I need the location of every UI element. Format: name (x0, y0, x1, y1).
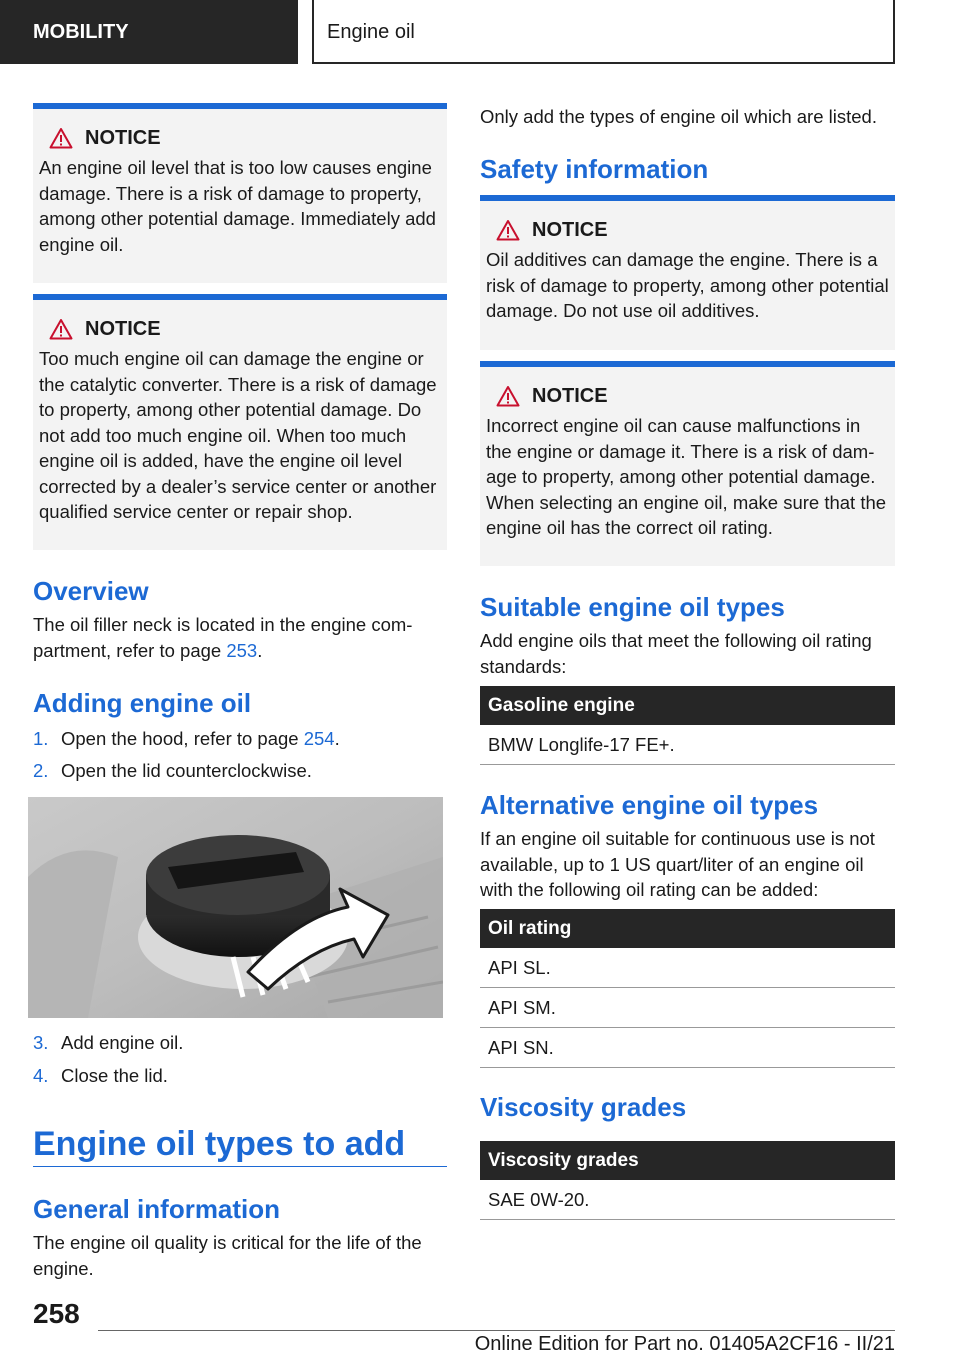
table-row: SAE 0W-20. (480, 1180, 895, 1220)
notice-text: Incorrect engine oil can cause malfunctions in the engine or damage it. There is a risk of damage to property, among other potential damage. When selecting an engine oil, make sure that the engine oil has the correct oil rating. (486, 415, 887, 538)
table-header: Oil rating (480, 909, 895, 948)
list-item: 3. Add engine oil. (33, 1032, 184, 1053)
warning-triangle-icon (496, 219, 520, 241)
suitable-text: Add engine oils that meet the following oil rating standards: (480, 630, 872, 677)
notice-label: NOTICE (85, 126, 161, 149)
intro-text: Only add the types of engine oil which are listed. (480, 106, 877, 127)
table-header: Viscosity grades (480, 1141, 895, 1180)
list-item: 2. Open the lid counterclockwise. (33, 760, 312, 781)
safety-heading: Safety information (480, 154, 709, 184)
list-item: 4. Close the lid. (33, 1065, 168, 1086)
general-heading: General information (33, 1194, 281, 1224)
table-row: API SL. (480, 948, 895, 988)
section-heading: Engine oil types to add (33, 1125, 406, 1163)
list-item: 1. Open the hood, refer to page 254. (33, 728, 340, 749)
notice-box (33, 294, 447, 550)
section-tab: MOBILITY (0, 0, 298, 64)
heading-rule (33, 1166, 447, 1167)
general-text: The engine oil quality is critical for the life of the engine. (33, 1232, 422, 1279)
notice-box (480, 195, 895, 350)
page-number: 258 (33, 1298, 80, 1329)
notice-box (480, 361, 895, 566)
page-header (0, 0, 960, 66)
warning-triangle-icon (49, 127, 73, 149)
suitable-heading: Suitable engine oil types (480, 592, 785, 622)
notice-text: Too much engine oil can damage the engine or the catalytic converter. There is a risk of damage to property, among other potential damage. Do not add too much engine oil. When too much engine oil is added, have the engine oil level corrected by a dealer’s service center or another qualified service center or repair shop. (39, 348, 437, 522)
notice-text: Oil additives can damage the engine. There is a risk of damage to property, among other potential damage. Do not use oil additives. (486, 249, 889, 321)
viscosity-heading: Viscosity grades (480, 1092, 687, 1122)
table-row: API SM. (480, 988, 895, 1028)
overview-heading: Overview (33, 576, 149, 606)
warning-triangle-icon (496, 385, 520, 407)
table-header: Gasoline engine (480, 686, 895, 725)
oil-cap-illustration (28, 797, 443, 1018)
warning-triangle-icon (49, 318, 73, 340)
notice-label: NOTICE (532, 384, 608, 407)
notice-label: NOTICE (532, 218, 608, 241)
alternative-text: If an engine oil suitable for continuous use is not available, up to 1 US quart/liter of an engine oil with the following oil rating can be added: (480, 828, 875, 900)
overview-text: The oil filler neck is located in the engine compartment, refer to page 253. (33, 614, 413, 661)
notice-label: NOTICE (85, 317, 161, 340)
table-row: API SN. (480, 1028, 895, 1068)
notice-text: An engine oil level that is too low causes engine damage. There is a risk of damage to property, among other potential damage. Immediately add engine oil. (39, 157, 436, 255)
notice-box (33, 103, 447, 283)
oil-cap-image (28, 797, 443, 1018)
edition-text: Online Edition for Part no. 01405A2CF16 - II/21 (474, 1333, 895, 1355)
page-link[interactable]: 253 (226, 639, 258, 661)
page-link[interactable]: 254 (303, 728, 335, 749)
alternative-heading: Alternative engine oil types (480, 790, 819, 820)
table-row: BMW Longlife-17 FE+. (480, 725, 895, 765)
adding-heading: Adding engine oil (33, 688, 252, 718)
chapter-title: Engine oil (312, 0, 895, 64)
